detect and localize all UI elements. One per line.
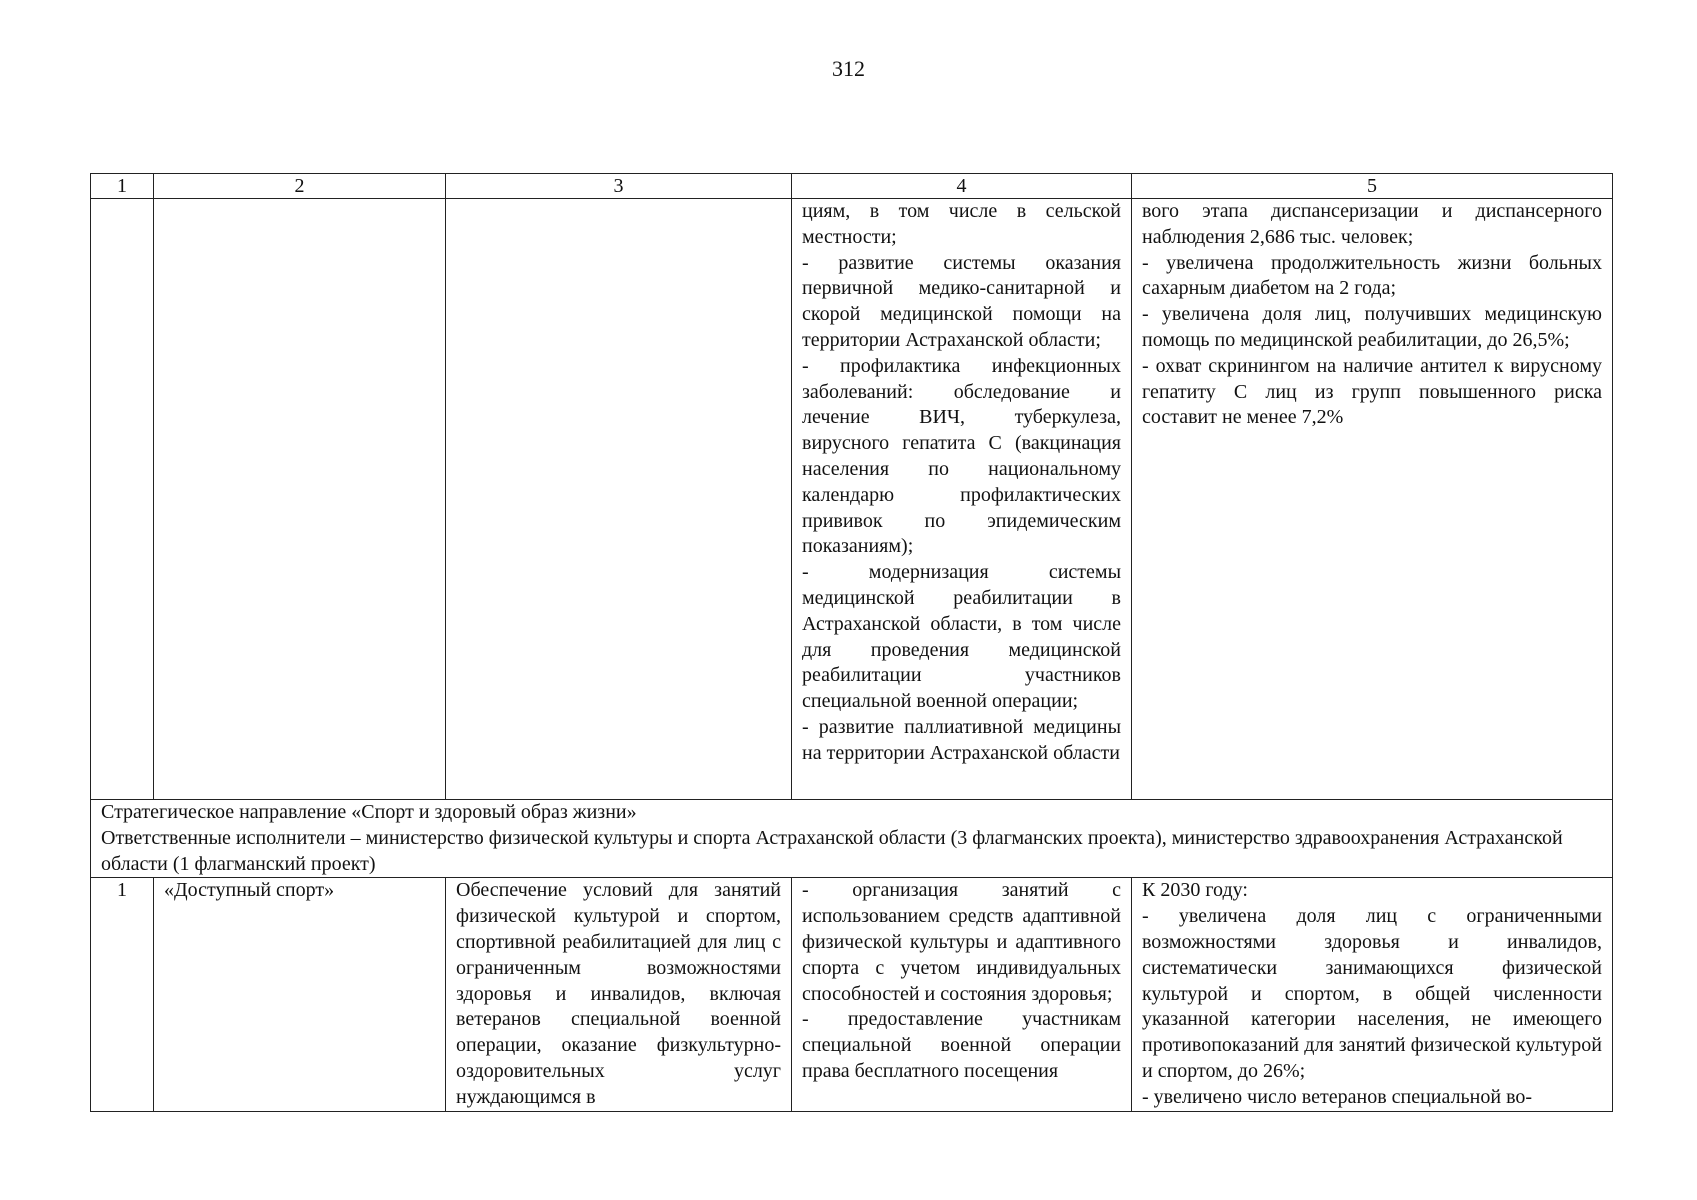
section-row bbox=[91, 800, 1613, 878]
header-col-1: 1 bbox=[91, 174, 154, 199]
cell-measures bbox=[792, 878, 1132, 1111]
cell-goal bbox=[446, 199, 792, 800]
list-item: циям, в том числе в сельской местности; bbox=[802, 200, 1121, 248]
list-item: К 2030 году: bbox=[1142, 879, 1248, 902]
table-row bbox=[91, 199, 1613, 800]
cell-number: 1 bbox=[91, 878, 154, 1111]
plan-table bbox=[90, 173, 1613, 1112]
cell-project bbox=[154, 199, 446, 800]
header-col-2: 2 bbox=[154, 174, 446, 199]
section-responsible: Ответственные исполнители – министерство физической культуры и спорта Астраханской области (3 флагманских проекта), министерство здравоохранения Астраханской области (1 флагманский проект) bbox=[101, 826, 1563, 875]
list-item: - предоставление участникам специальной военной операции права бесплатного посещения bbox=[802, 1008, 1121, 1082]
section-cell bbox=[91, 800, 1613, 878]
header-col-5: 5 bbox=[1132, 174, 1613, 199]
header-col-4: 4 bbox=[792, 174, 1132, 199]
list-item: - увеличена продолжительность жизни больных сахарным диабетом на 2 года; bbox=[1142, 251, 1602, 300]
list-item: - модернизация системы медицинской реабилитации в Астраханской области, в том числе для проведения медицинской реабилитации участников специальной военной операции; bbox=[802, 561, 1121, 713]
cell-goal bbox=[446, 878, 792, 1111]
list-item: - охват скринингом на наличие антител к вирусному гепатиту С лиц из групп повышенного риска составит не менее 7,2% bbox=[1142, 354, 1602, 429]
list-item: - организация занятий с использованием средств адаптивной физической культуры и адаптивного спорта с учетом индивидуальных способностей и состояния здоровья; bbox=[802, 879, 1121, 1005]
goal-text: Обеспечение условий для занятий физической культурой и спортом, спортивной реабилитацией для лиц с ограниченным возможностями здоровья и инвалидов, включая ветеранов специальной военной операции, оказание физкультурно-оздоровительных услуг нуждающимся в bbox=[456, 879, 781, 1108]
list-item: - увеличена доля лиц, получивших медицинскую помощь по медицинской реабилитации, до 26,5%; bbox=[1142, 303, 1602, 351]
cell-measures bbox=[792, 199, 1132, 800]
cell-number bbox=[91, 199, 154, 800]
cell-results bbox=[1132, 878, 1613, 1111]
cell-project: «Доступный спорт» bbox=[154, 878, 446, 1111]
header-col-3: 3 bbox=[446, 174, 792, 199]
list-item: - профилактика инфекционных заболеваний: обследование и лечение ВИЧ, туберкулеза, вирусного гепатита С (вакцинация населения по национальному календарю профилактических прививок по эпидемическим показаниям); bbox=[802, 354, 1121, 558]
list-item: - увеличена доля лиц с ограниченными возможностями здоровья и инвалидов, систематически занимающихся физической культурой и спортом, в общей численности указанной категории населения, не имеющего противопоказаний для занятий физической культурой и спортом, до 26%; bbox=[1142, 905, 1602, 1082]
cell-results bbox=[1132, 199, 1613, 800]
list-item: - развитие паллиативной медицины на территории Астраханской области bbox=[802, 715, 1121, 764]
page-number: 312 bbox=[832, 56, 865, 81]
list-item: - развитие системы оказания первичной медико-санитарной и скорой медицинской помощи на территории Астраханской области; bbox=[802, 251, 1121, 351]
table-row bbox=[91, 878, 1613, 1111]
header-row bbox=[91, 174, 1613, 199]
list-item: вого этапа диспансеризации и диспансерного наблюдения 2,686 тыс. человек; bbox=[1142, 200, 1602, 248]
list-item: - увеличено число ветеранов специальной во- bbox=[1142, 1085, 1533, 1108]
section-title: Стратегическое направление «Спорт и здоровый образ жизни» bbox=[101, 801, 637, 823]
